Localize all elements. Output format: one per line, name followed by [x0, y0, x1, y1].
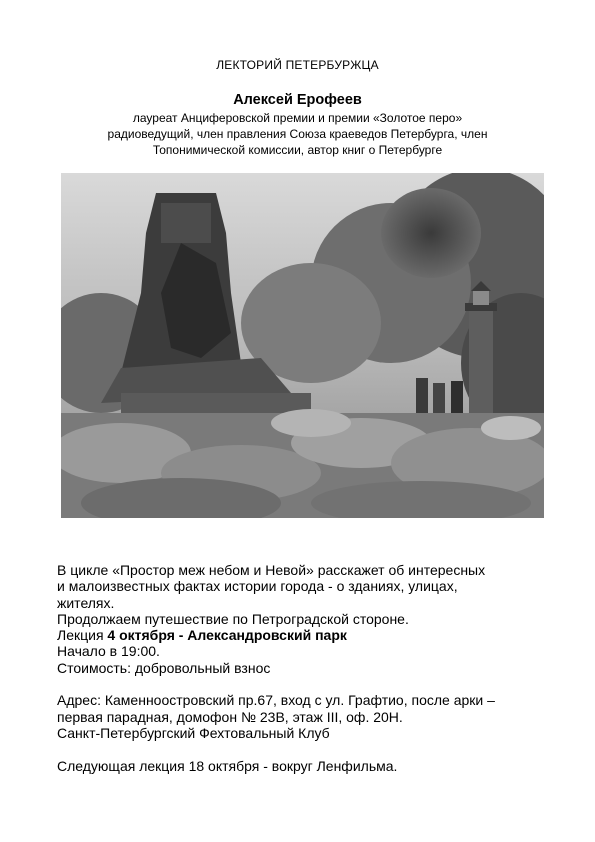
address-line: Санкт-Петербургский Фехтовальный Клуб [57, 724, 330, 741]
monument-photo [61, 173, 544, 518]
series-title: ЛЕКТОРИЙ ПЕТЕРБУРЖЦА [216, 58, 379, 72]
bio-line: радиоведущий, член правления Союза краеведов Петербурга, член [107, 127, 488, 141]
next-lecture: Следующая лекция 18 октября - вокруг Ленфильма. [57, 757, 398, 774]
lecture-date-topic: 4 октября - Александровский парк [107, 627, 347, 644]
announcement-text [57, 562, 557, 774]
lecture-prefix: Лекция [57, 627, 108, 644]
intro-line: и малоизвестных фактах истории города - о зданиях, улицах, [57, 578, 458, 595]
lecturer-name: Алексей Ерофеев [233, 92, 362, 108]
bio-line: Топонимической комиссии, автор книг о Петербурге [152, 143, 443, 157]
cost-info: Стоимость: добровольный взнос [57, 659, 271, 676]
bio-line: лауреат Анциферовской премии и премии «Золотое перо» [132, 111, 463, 125]
start-time: Начало в 19:00. [57, 643, 160, 660]
lecture-info [57, 627, 557, 643]
address-line: Адрес: Каменноостровский пр.67, вход с ул. Графтио, после арки – [57, 692, 495, 709]
lecturer-bio [0, 110, 595, 158]
continuation-text: Продолжаем путешествие по Петроградской стороне. [57, 610, 409, 627]
address-line: первая парадная, домофон № 23В, этаж III, оф. 20Н. [57, 708, 403, 725]
intro-line: В цикле «Простор меж небом и Невой» расскажет об интересных [57, 562, 486, 578]
intro-line: жителях. [57, 594, 115, 611]
